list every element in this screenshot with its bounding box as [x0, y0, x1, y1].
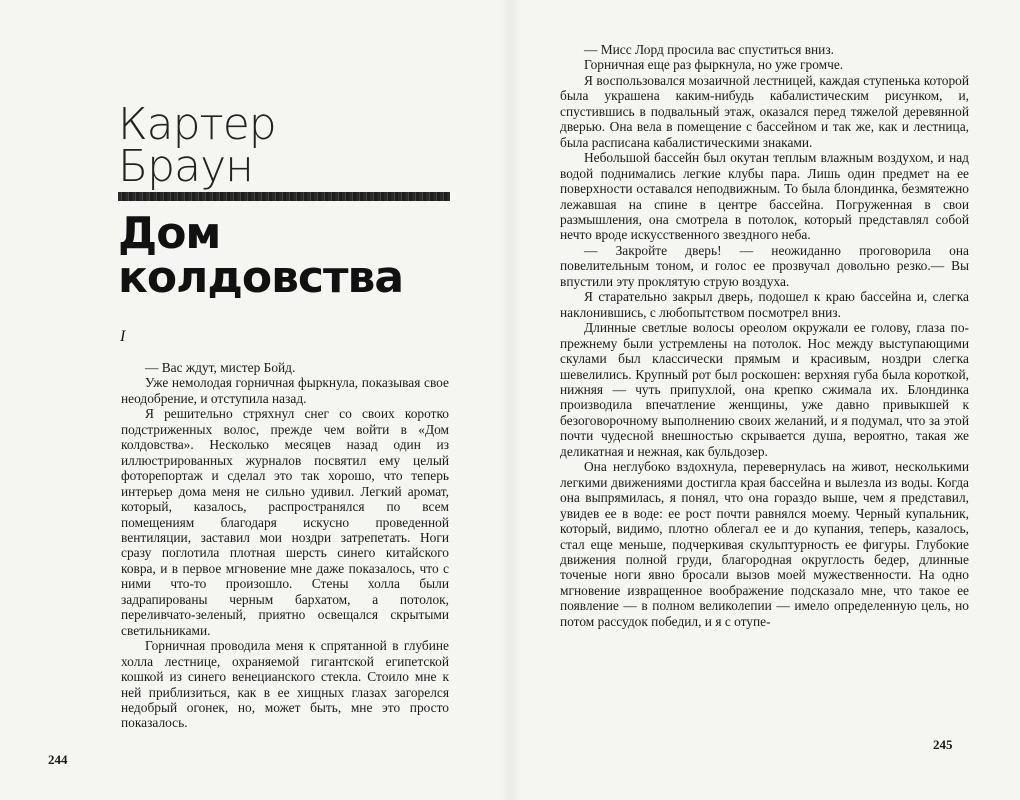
story-title: [118, 208, 448, 303]
right-text-column: [560, 42, 969, 629]
author-first-name: Картер: [118, 99, 276, 150]
story-title-line1: Дом: [118, 208, 221, 259]
story-title-line2: колдовства: [118, 252, 404, 303]
author-last-name: Браун: [118, 141, 253, 192]
paragraph: Я старательно закрыл дверь, подошел к краю бассейна и, слегка наклонившись, с любопытством посмотрел вниз.: [560, 289, 969, 320]
paragraph: Горничная еще раз фыркнула, но уже громче.: [584, 57, 844, 73]
paragraph: Горничная проводила меня к спрятанной в глубине холла лестнице, охраняемой гигантской египетской кошкой из синего венецианского стекла. Стоило мне к ней приблизиться, как в ее хищных глазах загорелся недобрый огонек, но, может быть, мне это просто показалось.: [121, 638, 449, 731]
paragraph: Небольшой бассейн был окутан теплым влажным воздухом, и над водой поднимались легкие клубы пара. Лишь один предмет на ее поверхности оставался неподвижным. То была блондинка, безмятежно лежавшая на спине в центре бассейна. Погруженная в свои размышления, она смотрела в потолок, который представлял собой нечто вроде искусственного звездного неба.: [560, 150, 969, 243]
paragraph: — Мисс Лорд просила вас спуститься вниз.: [584, 42, 834, 57]
paragraph: Уже немолодая горничная фыркнула, показывая свое неодобрение, и отступила назад.: [121, 375, 449, 406]
left-text-column: [121, 360, 449, 731]
paragraph: Я решительно стряхнул снег со своих коротко подстриженных волос, прежде чем войти в «Дом колдовства». Несколько месяцев назад один из иллюстрированных журналов посвятил ему целый фоторепортаж и сделал это так хорошо, что теперь интерьер дома меня не сильно удивил. Легкий аромат, который, казалось, распространялся по всем помещениям благодаря искусно проведенной вентиляции, заставил мои ноздри затрепетать. Ноги сразу поглотила плотная шерсть синего китайского ковра, и в первое мгновение мне даже показалось, что с ними что-то произошло. Стены холла были задрапированы черным бархатом, а потолок, переливчато-зеленый, приятно освещался скрытыми светильниками.: [121, 406, 449, 638]
right-page: [510, 0, 1020, 800]
paragraph: Длинные светлые волосы ореолом окружали ее голову, глаза по-прежнему были устремлены на потолок. Нос между выступающими скулами был классически прямым и красивым, ноздри слегка шевелились. Крупный рот был роскошен: верхняя губа была короткой, нижняя — чуть припухлой, она крепко сжимала их. Блондинка производила впечатление женщины, уже давно привыкшей к безоговорочному выполнению своих желаний, и я подумал, что за этой почти чудесной внешностью скрывается душа, вероятно, такая же деликатная и нежная, как бульдозер.: [560, 320, 969, 459]
page-number-left: 244: [48, 752, 68, 767]
author-name: [118, 99, 448, 192]
paragraph: — Вас ждут, мистер Бойд.: [145, 360, 296, 375]
paragraph: Я воспользовался мозаичной лестницей, каждая ступенька которой была украшена каким-нибудь кабалистическим рисунком, и, спустившись в подвальный этаж, оказался перед тяжелой деревянной дверью. Она вела в помещение с бассейном и так же, как и лестница, была расписана кабалистическими знаками.: [560, 72, 969, 150]
page-number-right: 245: [933, 737, 953, 752]
paragraph: Она неглубоко вздохнула, перевернулась на живот, несколькими легкими движениями достигла края бассейна и вылезла из воды. Когда она выпрямилась, я понял, что она гораздо выше, чем я представил, увидев ее в воде: ее рост почти равнялся моему. Черный купальник, который, видимо, плотно облегал ее и до купания, теперь, казалось, стал еще меньше, подчеркивая скульптурность ее фигуры. Глубокие движения полной груди, благородная округлость бедер, длинные точеные ноги явно бросали вызов моей мужественности. На одно мгновение извращенное воображение подсказало мне, что такое ее появление — в полном великолепии — имело определенную цель, но потом рассудок победил, и я с отупе-: [560, 459, 969, 629]
title-divider: [118, 192, 450, 201]
chapter-number: I: [120, 328, 126, 345]
paragraph: — Закройте дверь! — неожиданно проговорила она повелительным тоном, и голос ее прозвучал довольно резко.— Вы впустили эту проклятую струю воздуха.: [560, 242, 969, 289]
